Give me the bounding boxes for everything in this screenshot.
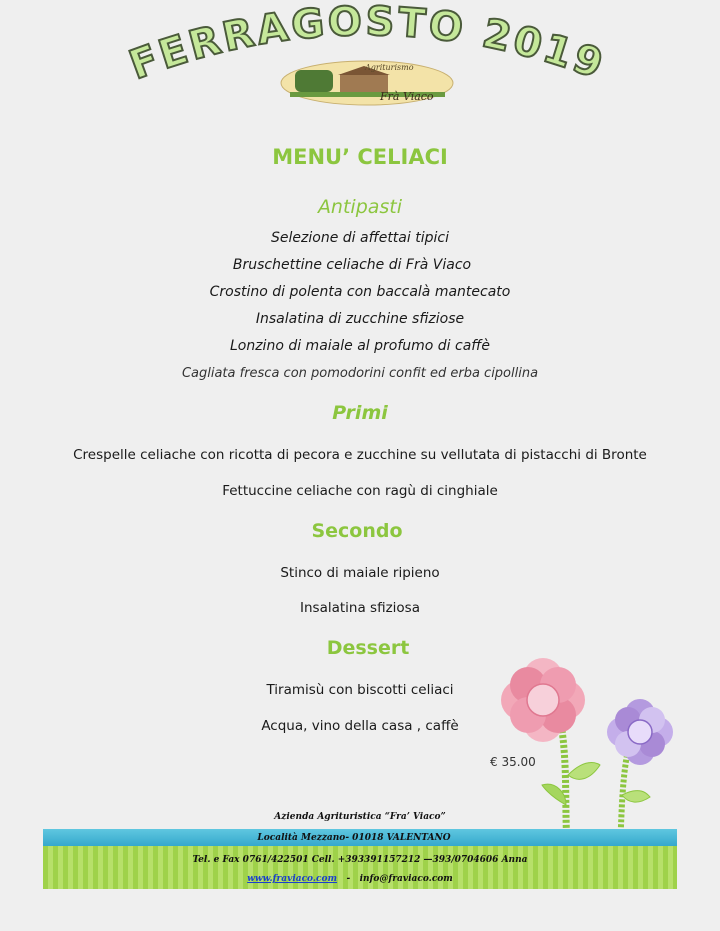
menu-item: Crostino di polenta con baccalà mantecato xyxy=(209,284,511,300)
farm-logo xyxy=(280,60,455,106)
menu-price: € 35.00 xyxy=(490,755,536,769)
footer-company: Azienda Agrituristica “Fra’ Viaco” xyxy=(274,812,446,822)
logo-bottom-text: Frà Viaco xyxy=(380,90,434,103)
flowers-decoration xyxy=(490,645,690,860)
menu-item: Bruschettine celiache di Frà Viaco xyxy=(232,257,472,273)
menu-item: Stinco di maiale ripieno xyxy=(280,565,440,581)
menu-item: Insalatina sfiziosa xyxy=(300,600,420,616)
section-title-secondo: Secondo xyxy=(311,520,403,542)
footer-contacts xyxy=(0,874,710,884)
menu-item: Tiramisù con biscotti celiaci xyxy=(266,682,454,698)
menu-item: Acqua, vino della casa , caffè xyxy=(261,718,459,734)
menu-item: Lonzino di maiale al profumo di caffè xyxy=(229,338,491,354)
section-title-dessert: Dessert xyxy=(326,637,410,659)
event-title: FERRAGOSTO 2019 xyxy=(123,0,612,89)
menu-item: Cagliata fresca con pomodorini confit ed erba cipollina xyxy=(181,366,539,381)
menu-title: MENU’ CELIACI xyxy=(272,145,448,169)
menu-item: Crespelle celiache con ricotta di pecora e zucchine su vellutata di pistacchi di Bronte xyxy=(73,447,647,463)
section-title-antipasti: Antipasti xyxy=(317,196,403,218)
footer-separator: - xyxy=(346,874,351,884)
menu-item: Fettuccine celiache con ragù di cinghiale xyxy=(222,483,498,499)
menu-item: Selezione di affettai tipici xyxy=(271,230,449,246)
logo-top-text: Agriturismo xyxy=(365,63,414,72)
section-title-primi: Primi xyxy=(332,402,388,424)
footer-address: Località Mezzano- 01018 VALENTANO xyxy=(257,833,451,843)
menu-item: Insalatina di zucchine sfiziose xyxy=(255,311,465,327)
footer-phones: Tel. e Fax 0761/422501 Cell. +393391157212 —393/0704606 Anna xyxy=(192,855,528,865)
footer-website-link[interactable]: www.fraviaco.com xyxy=(247,874,338,884)
footer-email[interactable]: info@fraviaco.com xyxy=(359,874,453,884)
